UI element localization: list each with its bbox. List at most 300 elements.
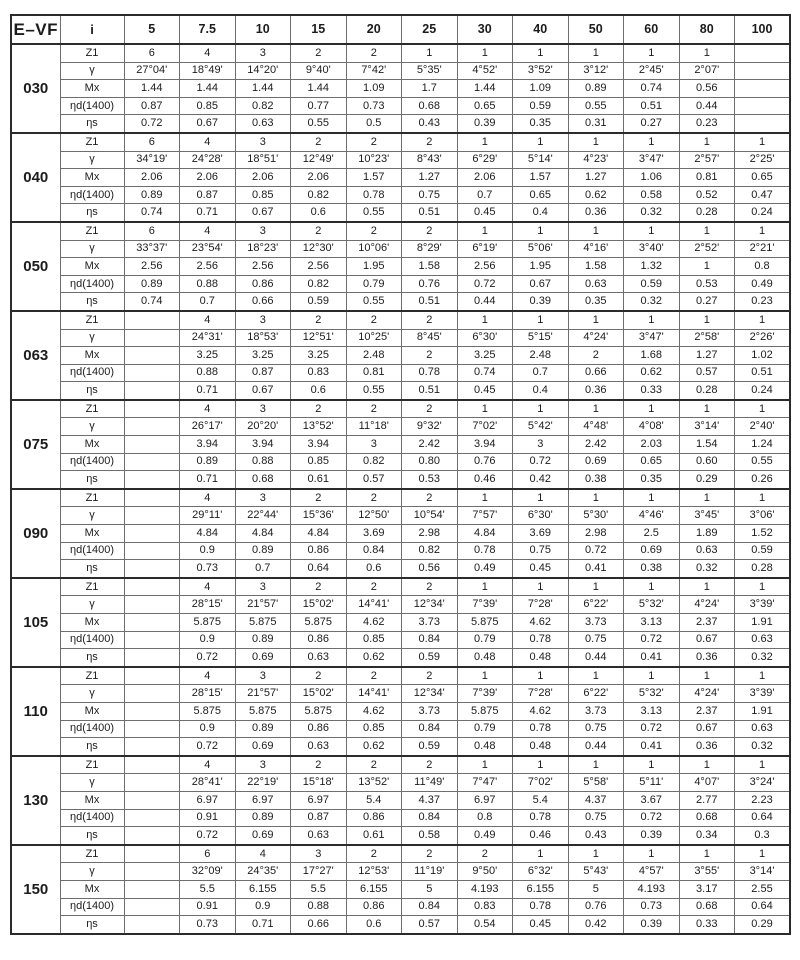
value-cell: 5.875 xyxy=(457,614,513,632)
value-cell: 0.69 xyxy=(624,542,680,560)
value-cell: 1 xyxy=(679,489,735,507)
parameter-row xyxy=(11,702,790,720)
value-cell: 1 xyxy=(513,133,569,151)
value-cell: 11°49' xyxy=(402,774,458,792)
value-cell: 0.86 xyxy=(235,275,291,293)
value-cell: 0.82 xyxy=(235,97,291,115)
value-cell: 5.5 xyxy=(180,880,236,898)
value-cell: 33°37' xyxy=(124,240,180,258)
value-cell: 2°58' xyxy=(679,329,735,347)
parameter-row xyxy=(11,453,790,471)
value-cell: 2 xyxy=(346,222,402,240)
value-cell: 0.33 xyxy=(624,382,680,400)
value-cell: 5.875 xyxy=(235,702,291,720)
value-cell: 0.36 xyxy=(568,204,624,222)
value-cell: 4°24' xyxy=(679,596,735,614)
value-cell: 2.06 xyxy=(180,169,236,187)
value-cell: 5°32' xyxy=(624,596,680,614)
value-cell xyxy=(124,453,180,471)
value-cell: 5.875 xyxy=(457,702,513,720)
value-cell: 21°57' xyxy=(235,596,291,614)
value-cell: 1 xyxy=(735,400,791,418)
value-cell: 4.62 xyxy=(513,702,569,720)
value-cell: 4°52' xyxy=(457,62,513,80)
value-cell: 7°42' xyxy=(346,62,402,80)
parameter-row xyxy=(11,293,790,311)
parameter-row xyxy=(11,720,790,738)
value-cell: 18°53' xyxy=(235,329,291,347)
value-cell: 18°51' xyxy=(235,151,291,169)
value-cell: 0.64 xyxy=(735,809,791,827)
parameter-row xyxy=(11,364,790,382)
parameter-row xyxy=(11,667,790,685)
value-cell: 2 xyxy=(402,347,458,365)
ratio-header-cell: 100 xyxy=(735,15,791,44)
value-cell: 4.62 xyxy=(513,614,569,632)
value-cell: 5°06' xyxy=(513,240,569,258)
value-cell: 4 xyxy=(180,578,236,596)
value-cell: 0.42 xyxy=(568,916,624,934)
value-cell: 2 xyxy=(402,311,458,329)
value-cell: 0.82 xyxy=(291,275,347,293)
value-cell: 1.27 xyxy=(402,169,458,187)
value-cell: 6°30' xyxy=(457,329,513,347)
value-cell xyxy=(735,80,791,98)
value-cell: 17°27' xyxy=(291,863,347,881)
value-cell: 0.32 xyxy=(735,738,791,756)
row-parameter-label: Z1 xyxy=(60,845,124,863)
value-cell xyxy=(124,649,180,667)
value-cell: 7°39' xyxy=(457,596,513,614)
row-parameter-label: γ xyxy=(60,863,124,881)
value-cell: 3 xyxy=(513,436,569,454)
value-cell: 0.88 xyxy=(180,275,236,293)
parameter-row xyxy=(11,240,790,258)
value-cell: 0.48 xyxy=(513,738,569,756)
value-cell: 6.97 xyxy=(180,791,236,809)
value-cell: 4 xyxy=(235,845,291,863)
value-cell: 0.28 xyxy=(679,382,735,400)
value-cell: 2.5 xyxy=(624,525,680,543)
ratio-header-cell: 20 xyxy=(346,15,402,44)
value-cell: 0.74 xyxy=(124,204,180,222)
value-cell: 0.65 xyxy=(513,186,569,204)
value-cell: 0.71 xyxy=(180,204,236,222)
value-cell: 32°09' xyxy=(180,863,236,881)
value-cell: 0.72 xyxy=(180,738,236,756)
value-cell: 2.56 xyxy=(180,258,236,276)
row-parameter-label: ηs xyxy=(60,471,124,489)
value-cell: 4°16' xyxy=(568,240,624,258)
value-cell: 0.78 xyxy=(457,542,513,560)
value-cell: 22°44' xyxy=(235,507,291,525)
value-cell: 1.91 xyxy=(735,614,791,632)
value-cell: 0.80 xyxy=(402,453,458,471)
value-cell xyxy=(124,436,180,454)
value-cell: 7°57' xyxy=(457,507,513,525)
value-cell: 0.76 xyxy=(402,275,458,293)
value-cell: 1 xyxy=(513,578,569,596)
value-cell: 0.43 xyxy=(402,115,458,133)
value-cell: 0.85 xyxy=(346,631,402,649)
value-cell: 0.79 xyxy=(457,720,513,738)
value-cell: 1 xyxy=(513,400,569,418)
value-cell: 2.03 xyxy=(624,436,680,454)
value-cell: 0.74 xyxy=(457,364,513,382)
value-cell: 2.98 xyxy=(402,525,458,543)
value-cell: 0.43 xyxy=(568,827,624,845)
value-cell: 1 xyxy=(624,311,680,329)
row-parameter-label: ηd(1400) xyxy=(60,631,124,649)
value-cell: 2°26' xyxy=(735,329,791,347)
value-cell: 12°34' xyxy=(402,596,458,614)
value-cell: 5°15' xyxy=(513,329,569,347)
row-parameter-label: ηd(1400) xyxy=(60,453,124,471)
parameter-row xyxy=(11,525,790,543)
value-cell: 4 xyxy=(180,400,236,418)
row-parameter-label: Mx xyxy=(60,702,124,720)
value-cell: 18°23' xyxy=(235,240,291,258)
value-cell: 0.44 xyxy=(568,649,624,667)
parameter-row xyxy=(11,169,790,187)
value-cell: 0.62 xyxy=(568,186,624,204)
value-cell: 4.62 xyxy=(346,702,402,720)
value-cell: 3.73 xyxy=(568,702,624,720)
value-cell: 3°14' xyxy=(679,418,735,436)
value-cell: 6°19' xyxy=(457,240,513,258)
value-cell: 0.51 xyxy=(402,293,458,311)
value-cell: 1 xyxy=(568,133,624,151)
parameter-row xyxy=(11,436,790,454)
value-cell: 0.29 xyxy=(735,916,791,934)
ratio-header-cell: 40 xyxy=(513,15,569,44)
value-cell: 24°35' xyxy=(235,863,291,881)
value-cell: 14°20' xyxy=(235,62,291,80)
value-cell xyxy=(735,62,791,80)
value-cell: 0.44 xyxy=(457,293,513,311)
value-cell: 0.6 xyxy=(346,916,402,934)
parameter-row xyxy=(11,809,790,827)
value-cell: 1 xyxy=(513,667,569,685)
value-cell: 0.67 xyxy=(235,382,291,400)
value-cell: 0.67 xyxy=(513,275,569,293)
parameter-row xyxy=(11,596,790,614)
value-cell: 2.98 xyxy=(568,525,624,543)
value-cell: 3°47' xyxy=(624,329,680,347)
value-cell: 0.89 xyxy=(235,631,291,649)
row-parameter-label: ηd(1400) xyxy=(60,97,124,115)
value-cell: 2 xyxy=(291,489,347,507)
value-cell: 5.875 xyxy=(291,702,347,720)
value-cell: 18°49' xyxy=(180,62,236,80)
value-cell: 2.48 xyxy=(513,347,569,365)
parameter-row xyxy=(11,880,790,898)
value-cell: 0.63 xyxy=(291,827,347,845)
value-cell: 0.89 xyxy=(124,186,180,204)
value-cell: 1 xyxy=(735,311,791,329)
row-parameter-label: γ xyxy=(60,240,124,258)
value-cell xyxy=(124,329,180,347)
parameter-row xyxy=(11,418,790,436)
row-parameter-label: Mx xyxy=(60,614,124,632)
value-cell: 1.44 xyxy=(291,80,347,98)
value-cell: 2 xyxy=(346,845,402,863)
value-cell: 5.875 xyxy=(235,614,291,632)
value-cell: 0.86 xyxy=(291,542,347,560)
value-cell: 3 xyxy=(235,667,291,685)
row-parameter-label: Z1 xyxy=(60,222,124,240)
value-cell: 0.63 xyxy=(735,720,791,738)
value-cell: 4.62 xyxy=(346,614,402,632)
value-cell: 0.24 xyxy=(735,204,791,222)
value-cell: 1.54 xyxy=(679,436,735,454)
value-cell: 0.88 xyxy=(291,898,347,916)
value-cell: 3°47' xyxy=(624,151,680,169)
value-cell: 3°14' xyxy=(735,863,791,881)
value-cell: 0.38 xyxy=(624,560,680,578)
value-cell: 3.13 xyxy=(624,702,680,720)
value-cell: 0.9 xyxy=(180,720,236,738)
value-cell: 0.68 xyxy=(235,471,291,489)
value-cell xyxy=(735,97,791,115)
value-cell: 1 xyxy=(568,222,624,240)
row-parameter-label: Z1 xyxy=(60,489,124,507)
value-cell: 2.37 xyxy=(679,702,735,720)
value-cell: 0.87 xyxy=(291,809,347,827)
value-cell: 2 xyxy=(402,489,458,507)
value-cell xyxy=(124,756,180,774)
value-cell: 1.09 xyxy=(513,80,569,98)
value-cell: 2 xyxy=(346,756,402,774)
value-cell: 0.23 xyxy=(735,293,791,311)
value-cell: 6.97 xyxy=(235,791,291,809)
value-cell: 0.84 xyxy=(346,542,402,560)
ratio-header-cell: 25 xyxy=(402,15,458,44)
value-cell: 2.37 xyxy=(679,614,735,632)
value-cell: 3.94 xyxy=(457,436,513,454)
row-parameter-label: Mx xyxy=(60,525,124,543)
value-cell: 0.75 xyxy=(568,631,624,649)
value-cell: 12°53' xyxy=(346,863,402,881)
parameter-row xyxy=(11,329,790,347)
value-cell: 2 xyxy=(346,400,402,418)
value-cell: 0.72 xyxy=(624,809,680,827)
value-cell: 0.89 xyxy=(235,542,291,560)
value-cell: 1 xyxy=(457,44,513,62)
value-cell: 1 xyxy=(735,222,791,240)
parameter-row xyxy=(11,774,790,792)
value-cell: 0.85 xyxy=(180,97,236,115)
value-cell: 2.56 xyxy=(235,258,291,276)
value-cell: 0.55 xyxy=(735,453,791,471)
row-parameter-label: ηd(1400) xyxy=(60,809,124,827)
parameter-row xyxy=(11,204,790,222)
value-cell: 4°46' xyxy=(624,507,680,525)
value-cell: 6°29' xyxy=(457,151,513,169)
value-cell: 1.91 xyxy=(735,702,791,720)
value-cell: 0.8 xyxy=(735,258,791,276)
group-size-label: 030 xyxy=(11,44,60,133)
value-cell: 0.51 xyxy=(624,97,680,115)
value-cell: 14°41' xyxy=(346,596,402,614)
value-cell: 1.09 xyxy=(346,80,402,98)
value-cell: 1 xyxy=(568,667,624,685)
value-cell: 6°22' xyxy=(568,596,624,614)
value-cell: 5°30' xyxy=(568,507,624,525)
value-cell: 0.34 xyxy=(679,827,735,845)
value-cell: 1 xyxy=(457,489,513,507)
parameter-row xyxy=(11,275,790,293)
parameter-row xyxy=(11,133,790,151)
value-cell: 0.78 xyxy=(513,898,569,916)
value-cell: 0.83 xyxy=(457,898,513,916)
value-cell: 0.86 xyxy=(346,809,402,827)
value-cell: 1 xyxy=(679,845,735,863)
value-cell xyxy=(124,525,180,543)
value-cell: 1.58 xyxy=(568,258,624,276)
value-cell xyxy=(124,507,180,525)
value-cell: 0.88 xyxy=(235,453,291,471)
row-parameter-label: Z1 xyxy=(60,756,124,774)
value-cell: 0.59 xyxy=(513,97,569,115)
row-parameter-label: Mx xyxy=(60,436,124,454)
value-cell: 0.72 xyxy=(180,649,236,667)
value-cell: 0.66 xyxy=(291,916,347,934)
value-cell: 1.57 xyxy=(513,169,569,187)
value-cell: 0.35 xyxy=(568,293,624,311)
value-cell: 0.53 xyxy=(679,275,735,293)
value-cell xyxy=(124,542,180,560)
value-cell: 29°11' xyxy=(180,507,236,525)
value-cell: 0.55 xyxy=(346,204,402,222)
value-cell: 0.62 xyxy=(624,364,680,382)
value-cell: 0.56 xyxy=(402,560,458,578)
parameter-row xyxy=(11,649,790,667)
value-cell: 0.7 xyxy=(235,560,291,578)
value-cell xyxy=(124,578,180,596)
value-cell: 0.72 xyxy=(180,827,236,845)
value-cell: 1 xyxy=(624,756,680,774)
value-cell: 2.55 xyxy=(735,880,791,898)
value-cell: 0.62 xyxy=(346,649,402,667)
ratio-header-cell: 80 xyxy=(679,15,735,44)
value-cell: 0.67 xyxy=(235,204,291,222)
value-cell: 0.45 xyxy=(457,204,513,222)
value-cell: 6.155 xyxy=(235,880,291,898)
value-cell: 0.73 xyxy=(180,916,236,934)
parameter-row xyxy=(11,151,790,169)
value-cell: 0.86 xyxy=(346,898,402,916)
value-cell: 0.26 xyxy=(735,471,791,489)
value-cell: 0.78 xyxy=(513,720,569,738)
value-cell: 0.64 xyxy=(291,560,347,578)
value-cell: 0.78 xyxy=(402,364,458,382)
value-cell: 23°54' xyxy=(180,240,236,258)
value-cell: 0.63 xyxy=(291,649,347,667)
parameter-row xyxy=(11,560,790,578)
value-cell: 2°21' xyxy=(735,240,791,258)
value-cell: 0.64 xyxy=(735,898,791,916)
value-cell: 0.51 xyxy=(402,382,458,400)
value-cell: 0.78 xyxy=(513,809,569,827)
value-cell: 3°06' xyxy=(735,507,791,525)
value-cell: 3.13 xyxy=(624,614,680,632)
value-cell: 4.37 xyxy=(402,791,458,809)
value-cell: 1.27 xyxy=(679,347,735,365)
value-cell: 3.73 xyxy=(402,614,458,632)
value-cell: 1 xyxy=(679,756,735,774)
value-cell: 2 xyxy=(402,400,458,418)
value-cell: 4 xyxy=(180,133,236,151)
group-size-label: 110 xyxy=(11,667,60,756)
value-cell: 4°24' xyxy=(679,685,735,703)
value-cell: 1 xyxy=(624,845,680,863)
value-cell: 0.62 xyxy=(346,738,402,756)
value-cell: 0.69 xyxy=(568,453,624,471)
parameter-row xyxy=(11,489,790,507)
value-cell: 1 xyxy=(457,311,513,329)
value-cell: 2.77 xyxy=(679,791,735,809)
value-cell: 2 xyxy=(346,667,402,685)
value-cell: 28°15' xyxy=(180,596,236,614)
value-cell: 0.66 xyxy=(235,293,291,311)
value-cell: 4.84 xyxy=(235,525,291,543)
value-cell xyxy=(735,44,791,62)
parameter-row xyxy=(11,507,790,525)
value-cell: 1.68 xyxy=(624,347,680,365)
value-cell: 4 xyxy=(180,667,236,685)
row-parameter-label: Mx xyxy=(60,258,124,276)
value-cell: 3 xyxy=(291,845,347,863)
parameter-row xyxy=(11,400,790,418)
value-cell: 11°18' xyxy=(346,418,402,436)
value-cell: 1 xyxy=(735,845,791,863)
value-cell: 1 xyxy=(457,578,513,596)
value-cell: 0.55 xyxy=(346,382,402,400)
group-size-label: 075 xyxy=(11,400,60,489)
value-cell: 3°55' xyxy=(679,863,735,881)
value-cell: 0.58 xyxy=(402,827,458,845)
value-cell xyxy=(124,774,180,792)
value-cell: 21°57' xyxy=(235,685,291,703)
value-cell: 4°08' xyxy=(624,418,680,436)
value-cell: 3.69 xyxy=(346,525,402,543)
row-parameter-label: γ xyxy=(60,685,124,703)
parameter-row xyxy=(11,186,790,204)
value-cell: 0.61 xyxy=(346,827,402,845)
value-cell: 0.29 xyxy=(679,471,735,489)
value-cell: 6°30' xyxy=(513,507,569,525)
value-cell: 1 xyxy=(568,489,624,507)
value-cell: 1.57 xyxy=(346,169,402,187)
ratio-header-cell: 50 xyxy=(568,15,624,44)
value-cell: 0.85 xyxy=(346,720,402,738)
value-cell: 4°57' xyxy=(624,863,680,881)
row-parameter-label: Mx xyxy=(60,791,124,809)
row-parameter-label: ηs xyxy=(60,916,124,934)
row-parameter-label: γ xyxy=(60,774,124,792)
value-cell: 0.23 xyxy=(679,115,735,133)
value-cell: 14°41' xyxy=(346,685,402,703)
value-cell: 1.27 xyxy=(568,169,624,187)
parameter-row xyxy=(11,382,790,400)
value-cell: 0.89 xyxy=(235,720,291,738)
value-cell: 0.60 xyxy=(679,453,735,471)
value-cell: 6 xyxy=(124,44,180,62)
value-cell: 2 xyxy=(346,311,402,329)
value-cell: 0.7 xyxy=(180,293,236,311)
gear-ratio-table xyxy=(10,14,791,935)
